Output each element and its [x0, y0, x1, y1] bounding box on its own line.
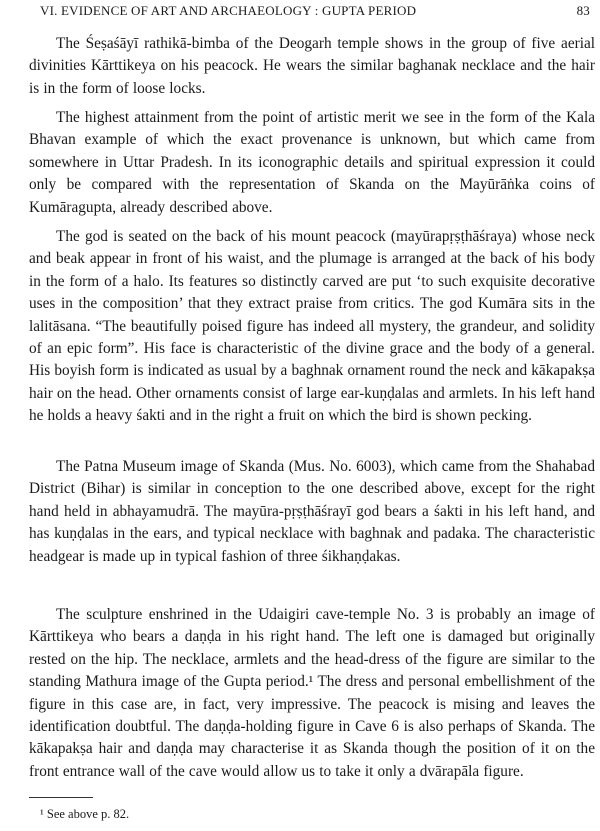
running-header: [40, 3, 590, 25]
footnote-rule: [29, 797, 93, 798]
footnote: ¹ See above p. 82.: [40, 807, 130, 821]
chapter-title: VI. EVIDENCE OF ART AND ARCHAEOLOGY : GUPTA PERIOD: [40, 3, 417, 18]
paragraph-seated-god: The god is seated on the back of his mount peacock (mayūrapṛṣṭhāśraya) whose neck and beak appear in front of his waist, and the plumage is arranged at the back of his body in the form of a halo. Its features so distinctly carved are put ‘to such exquisite decorative uses in the composition’ that they extract praise from critics. The god Kumāra sits in the lalitāsana. “The beautifully poised figure has indeed all mystery, the grandeur, and solidity of an epic form”. His face is characteristic of the divine grace and the body of a general. His boyish form is indicated as usual by a baghnak ornament round the neck and kākapakṣa hair on the head. Other ornaments consist of large ear-kuṇḍalas and armlets. In his left hand he holds a heavy śakti and in the right a fruit on which the bird is shown pecking.: [29, 228, 595, 425]
paragraph-udaigiri: The sculpture enshrined in the Udaigiri cave-temple No. 3 is probably an image of Kārttikeya who bears a daṇḍa in his right hand. The left one is damaged but originally rested on the hip. The necklace, armlets and the head-dress of the figure are similar to the standing Mathura image of the Gupta period.¹ The dress and personal embellishment of the figure in this case are, in fact, very impressive. The peacock is mising and leaves the identification doubtful. The daṇḍa-holding figure in Cave 6 is also perhaps of Skanda. The kākapakṣa hair and daṇḍa may characterise it as Skanda though the position of it on the front entrance wall of the cave would allow us to take it only a dvārapāla figure.: [29, 606, 595, 780]
paragraph-patna-museum: The Patna Museum image of Skanda (Mus. No. 6003), which came from the Shahabad District (Bihar) is similar in conception to the one described above, except for the right hand held in abhayamudrā. The mayūra-pṛṣṭhāśrayī god bears a śakti in his left hand, and has kuṇḍalas in the ears, and typical necklace with baghnak and padaka. The characteristic headgear is made up in typical fashion of three śikhaṇḍakas.: [29, 458, 595, 565]
page-number: 83: [576, 3, 590, 18]
paragraph-kala-bhavan: The highest attainment from the point of artistic merit we see in the form of the Kala Bhavan example of which the exact provenance is unknown, but which came from somewhere in Uttar Pradesh. In its iconographic details and spiritual expression it could only be compared with the representation of Skanda on the Mayūrāṅka coins of Kumāragupta, already described above.: [29, 109, 595, 216]
paragraph-deogarh: The Śeṣaśāyī rathikā-bimba of the Deogarh temple shows in the group of five aerial divinities Kārttikeya on his peacock. He wears the similar baghanak necklace and the hair is in the form of loose locks.: [29, 35, 595, 97]
